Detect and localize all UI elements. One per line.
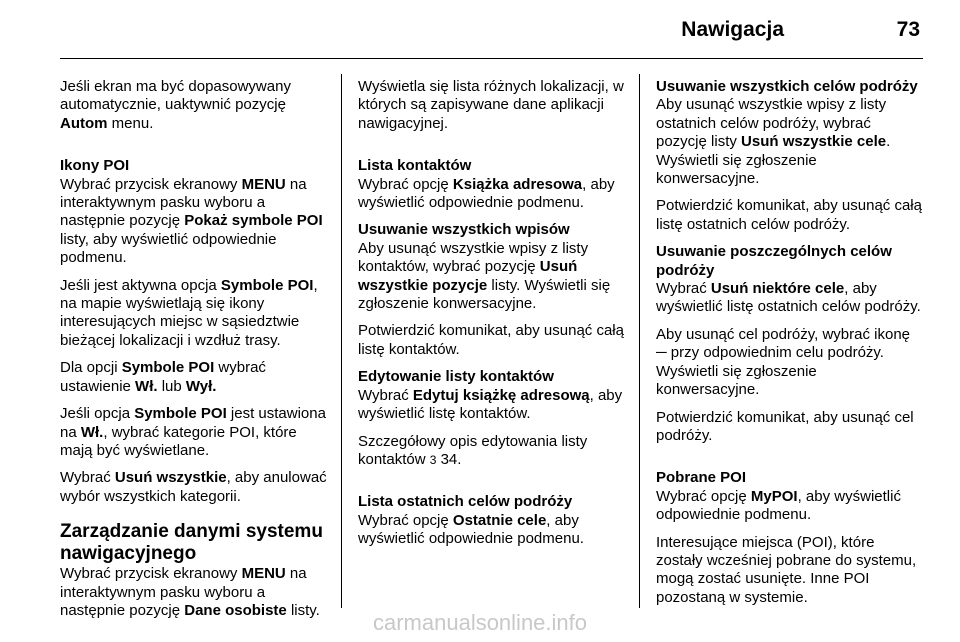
paragraph: Aby usunąć wszystkie wpisy z listy kontaktów, wybrać pozycję Usuń wszystkie pozycje listy. Wyświetli się zgłoszenie konwersacyjne.: [358, 239, 611, 313]
watermark: carmanualsonline.info: [372, 610, 588, 635]
column-3: [656, 78, 924, 616]
section-heading-zarzadzanie: Zarządzanie danymi systemu nawigacyjnego: [60, 521, 323, 565]
paragraph: Wybrać Usuń niektóre cele, aby wyświetlić listę ostatnich celów podróży.: [656, 280, 921, 316]
paragraph: Wybrać Usuń wszystkie, aby anulować wybór wszystkich kategorii.: [60, 469, 327, 505]
paragraph: Jeśli ekran ma być dopasowywany automatycznie, uaktywnić pozycję Autom menu.: [60, 78, 291, 132]
paragraph: Wyświetla się lista różnych lokalizacji, w których są zapisywane dane aplikacji nawigacyjnej.: [358, 78, 624, 132]
column-1: [60, 78, 328, 629]
paragraph: Interesujące miejsca (POI), które zostały wcześniej pobrane do systemu, mogą zostać usunięte. Inne POI pozostaną w systemie.: [656, 533, 917, 606]
paragraph: Potwierdzić komunikat, aby usunąć całą listę ostatnich celów podróży.: [656, 197, 922, 233]
paragraph: Dla opcji Symbole POI wybrać ustawienie Wł. lub Wył.: [60, 359, 266, 395]
column-divider-1: [341, 74, 342, 608]
paragraph: Szczegółowy opis edytowania listy kontaktów 3 34.: [358, 432, 588, 468]
subheading-usuwanie-pojedynczych: Usuwanie poszczególnych celów podróży: [656, 243, 892, 279]
page-title: Nawigacja: [681, 18, 784, 41]
paragraph: Wybrać Edytuj książkę adresową, aby wyświetlić listę kontaktów.: [358, 386, 623, 423]
paragraph: Jeśli opcja Symbole POI jest ustawiona na Wł., wybrać kategorie POI, które mają być wyświetlane.: [60, 405, 326, 459]
section-heading-lista-kontaktow: Lista kontaktów: [358, 157, 472, 175]
minus-icon: ─: [656, 344, 667, 362]
column-2: [358, 78, 626, 558]
page-number: 73: [896, 18, 920, 41]
subheading-usuwanie-celow: Usuwanie wszystkich celów podróży: [656, 78, 918, 95]
paragraph: Aby usunąć cel podróży, wybrać ikonę ─ przy odpowiednim celu podróży. Wyświetli się zgłoszenie konwersacyjne.: [656, 325, 911, 399]
paragraph: Wybrać opcję MyPOI, aby wyświetlić odpowiednie podmenu.: [656, 487, 901, 524]
paragraph: Potwierdzić komunikat, aby usunąć cel podróży.: [656, 408, 914, 444]
header-divider: [60, 58, 923, 59]
paragraph: Wybrać przycisk ekranowy MENU na interaktywnym pasku wyboru a następnie pozycję Dane osobiste listy.: [60, 565, 320, 619]
paragraph: Potwierdzić komunikat, aby usunąć całą listę kontaktów.: [358, 322, 624, 358]
paragraph: Jeśli jest aktywna opcja Symbole POI, na mapie wyświetlają się ikony interesujących miejsc w sąsiedztwie bieżącej lokalizacji i wzdłuż trasy.: [60, 276, 318, 349]
paragraph: Aby usunąć wszystkie wpisy z listy ostatnich celów podróży, wybrać pozycję listy Usuń wszystkie cele. Wyświetli się zgłoszenie konwersacyjne.: [656, 96, 891, 188]
subheading-usuwanie-wpisow: Usuwanie wszystkich wpisów: [358, 221, 570, 239]
subheading-edytowanie: Edytowanie listy kontaktów: [358, 368, 554, 386]
page-header: [0, 18, 960, 48]
column-divider-2: [639, 74, 640, 608]
section-heading-ostatnie-cele: Lista ostatnich celów podróży: [358, 493, 573, 511]
page-reference-icon: 3: [429, 452, 437, 467]
paragraph: Wybrać przycisk ekranowy MENU na interaktywnym pasku wyboru a następnie pozycję Pokaż symbole POI listy, aby wyświetlić odpowiednie podmenu.: [60, 175, 323, 267]
section-heading-ikony-poi: Ikony POI: [60, 157, 130, 175]
paragraph: Wybrać opcję Ostatnie cele, aby wyświetlić odpowiednie podmenu.: [358, 511, 584, 548]
section-heading-pobrane-poi: Pobrane POI: [656, 469, 747, 487]
paragraph: Wybrać opcję Książka adresowa, aby wyświetlić odpowiednie podmenu.: [358, 175, 615, 212]
